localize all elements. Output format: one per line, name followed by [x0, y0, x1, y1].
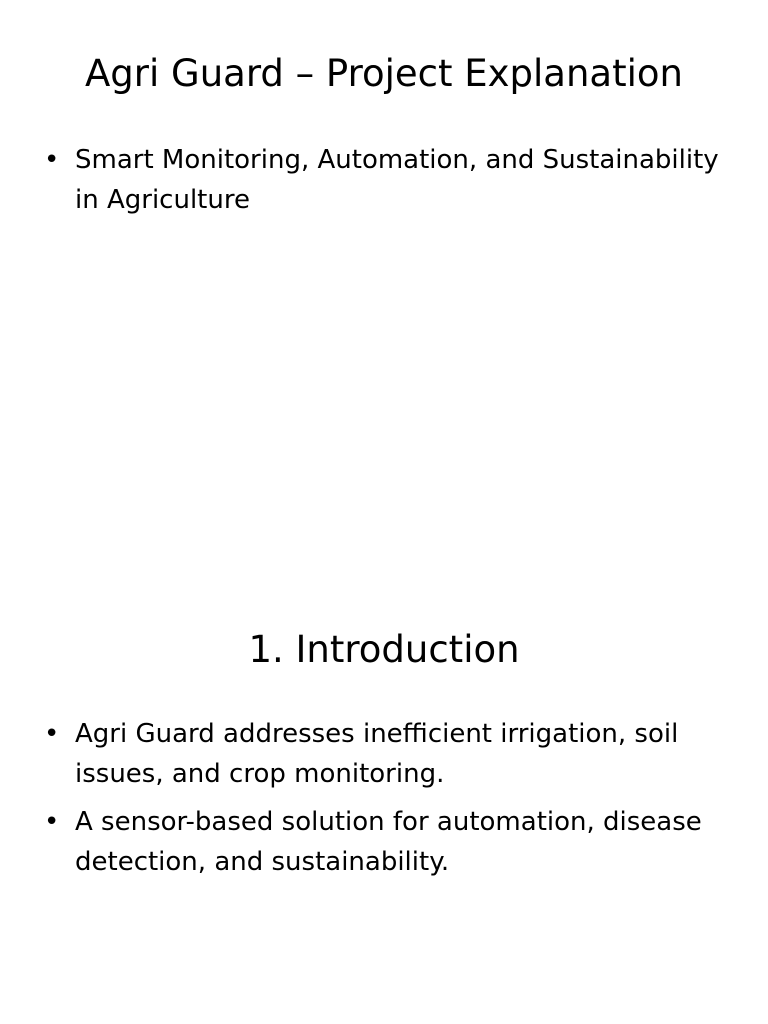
bullet-icon: •	[44, 719, 60, 749]
bullet-icon: •	[44, 145, 60, 175]
slide-title: 1. Introduction	[248, 628, 520, 671]
slide-2	[0, 576, 768, 1024]
bullet-item	[44, 714, 728, 794]
bullet-item	[44, 802, 728, 882]
bullet-text: Smart Monitoring, Automation, and Sustainability in Agriculture	[75, 145, 719, 215]
slide-title: Agri Guard – Project Explanation	[85, 52, 683, 95]
bullet-text: Agri Guard addresses inefficient irrigation, soil issues, and crop monitoring.	[75, 719, 679, 789]
bullet-list	[44, 140, 728, 228]
bullet-text: A sensor-based solution for automation, disease detection, and sustainability.	[75, 807, 702, 877]
bullet-list	[44, 714, 728, 890]
bullet-icon: •	[44, 807, 60, 837]
bullet-item	[44, 140, 728, 220]
